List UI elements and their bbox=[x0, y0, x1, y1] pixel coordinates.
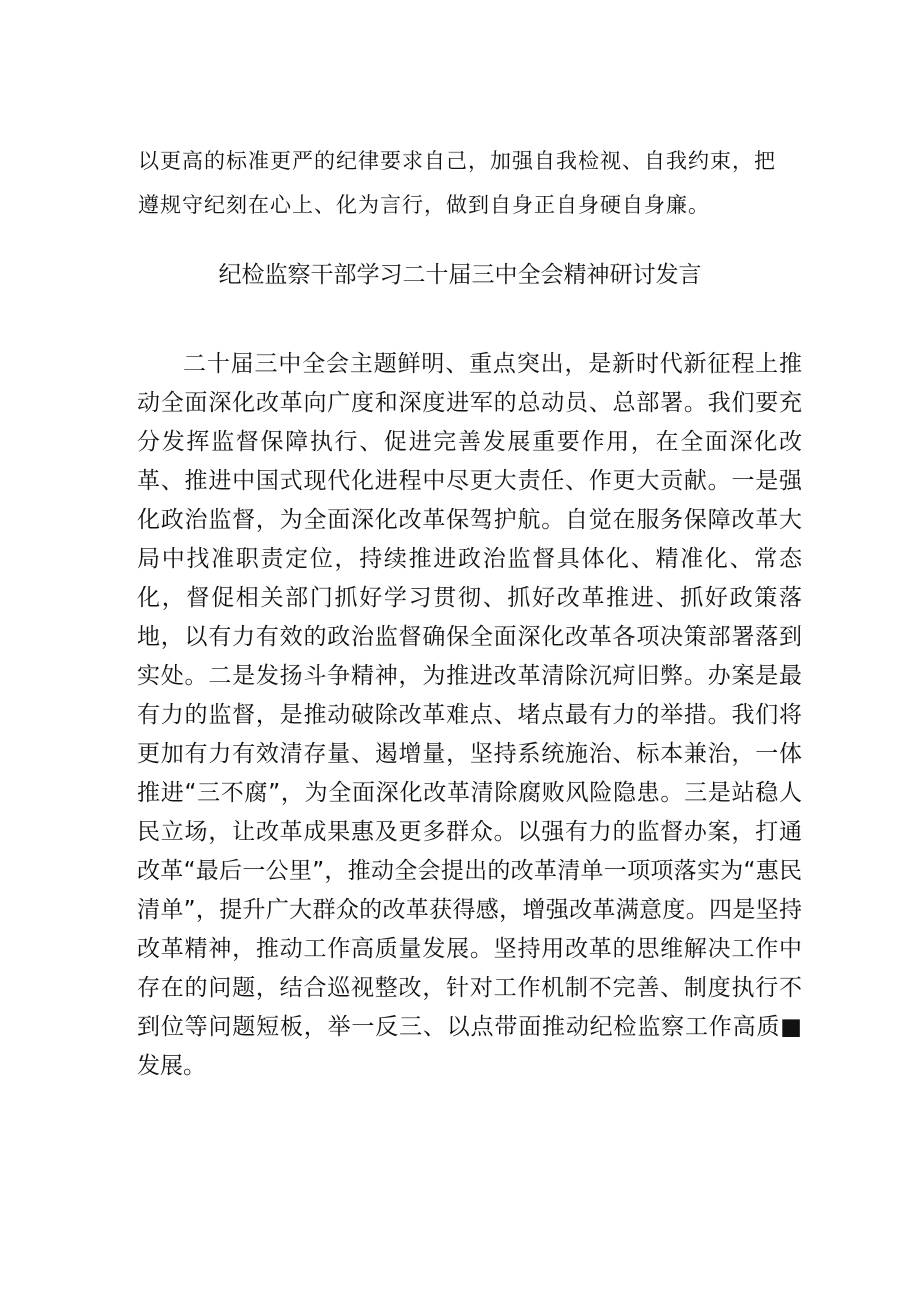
body-paragraph: 二十届三中全会主题鲜明、重点突出，是新时代新征程上推动全面深化改革向广度和深度进军的总动员、总部署。我们要充分发挥监督保障执行、促进完善发展重要作用，在全面深化改革、推进中国式现代化进程中尽更大责任、作更大贡献。一是强化政治监督，为全面深化改革保驾护航。自觉在服务保障改革大局中找准职责定位，持续推进政治监督具体化、精准化、常态化，督促相关部门抓好学习贯彻、抓好改革推进、抓好政策落地，以有力有效的政治监督确保全面深化改革各项决策部署落到实处。二是发扬斗争精神，为推进改革清除沉疴旧弊。办案是最有力的监督，是推动破除改革难点、堵点最有力的举措。我们将更加有力有效清存量、遏增量，坚持系统施治、标本兼治，一体推进“三不腐”，为全面深化改革清除腐败风险隐患。三是站稳人民立场，让改革成果惠及更多群众。以强有力的监督办案，打通改革“最后一公里”，推动全会提出的改革清单一项项落实为“惠民清单”，提升广大群众的改革获得感，增强改革满意度。四是坚持改革精神，推动工作高质量发展。坚持用改革的思维解决工作中存在的问题，结合巡视整改，针对工作机制不完善、制度执行不到位等问题短板，举一反三、以点带面推动纪检监察工作高质■发展。 bbox=[137, 351, 802, 1079]
document-title: 纪检监察干部学习二十届三中全会精神研讨发言 bbox=[218, 262, 702, 288]
lead-paragraph: 以更高的标准更严的纪律要求自己，加强自我检视、自我约束，把遵规守纪刻在心上、化为言行，做到自身正自身硬自身廉。 bbox=[138, 149, 776, 217]
